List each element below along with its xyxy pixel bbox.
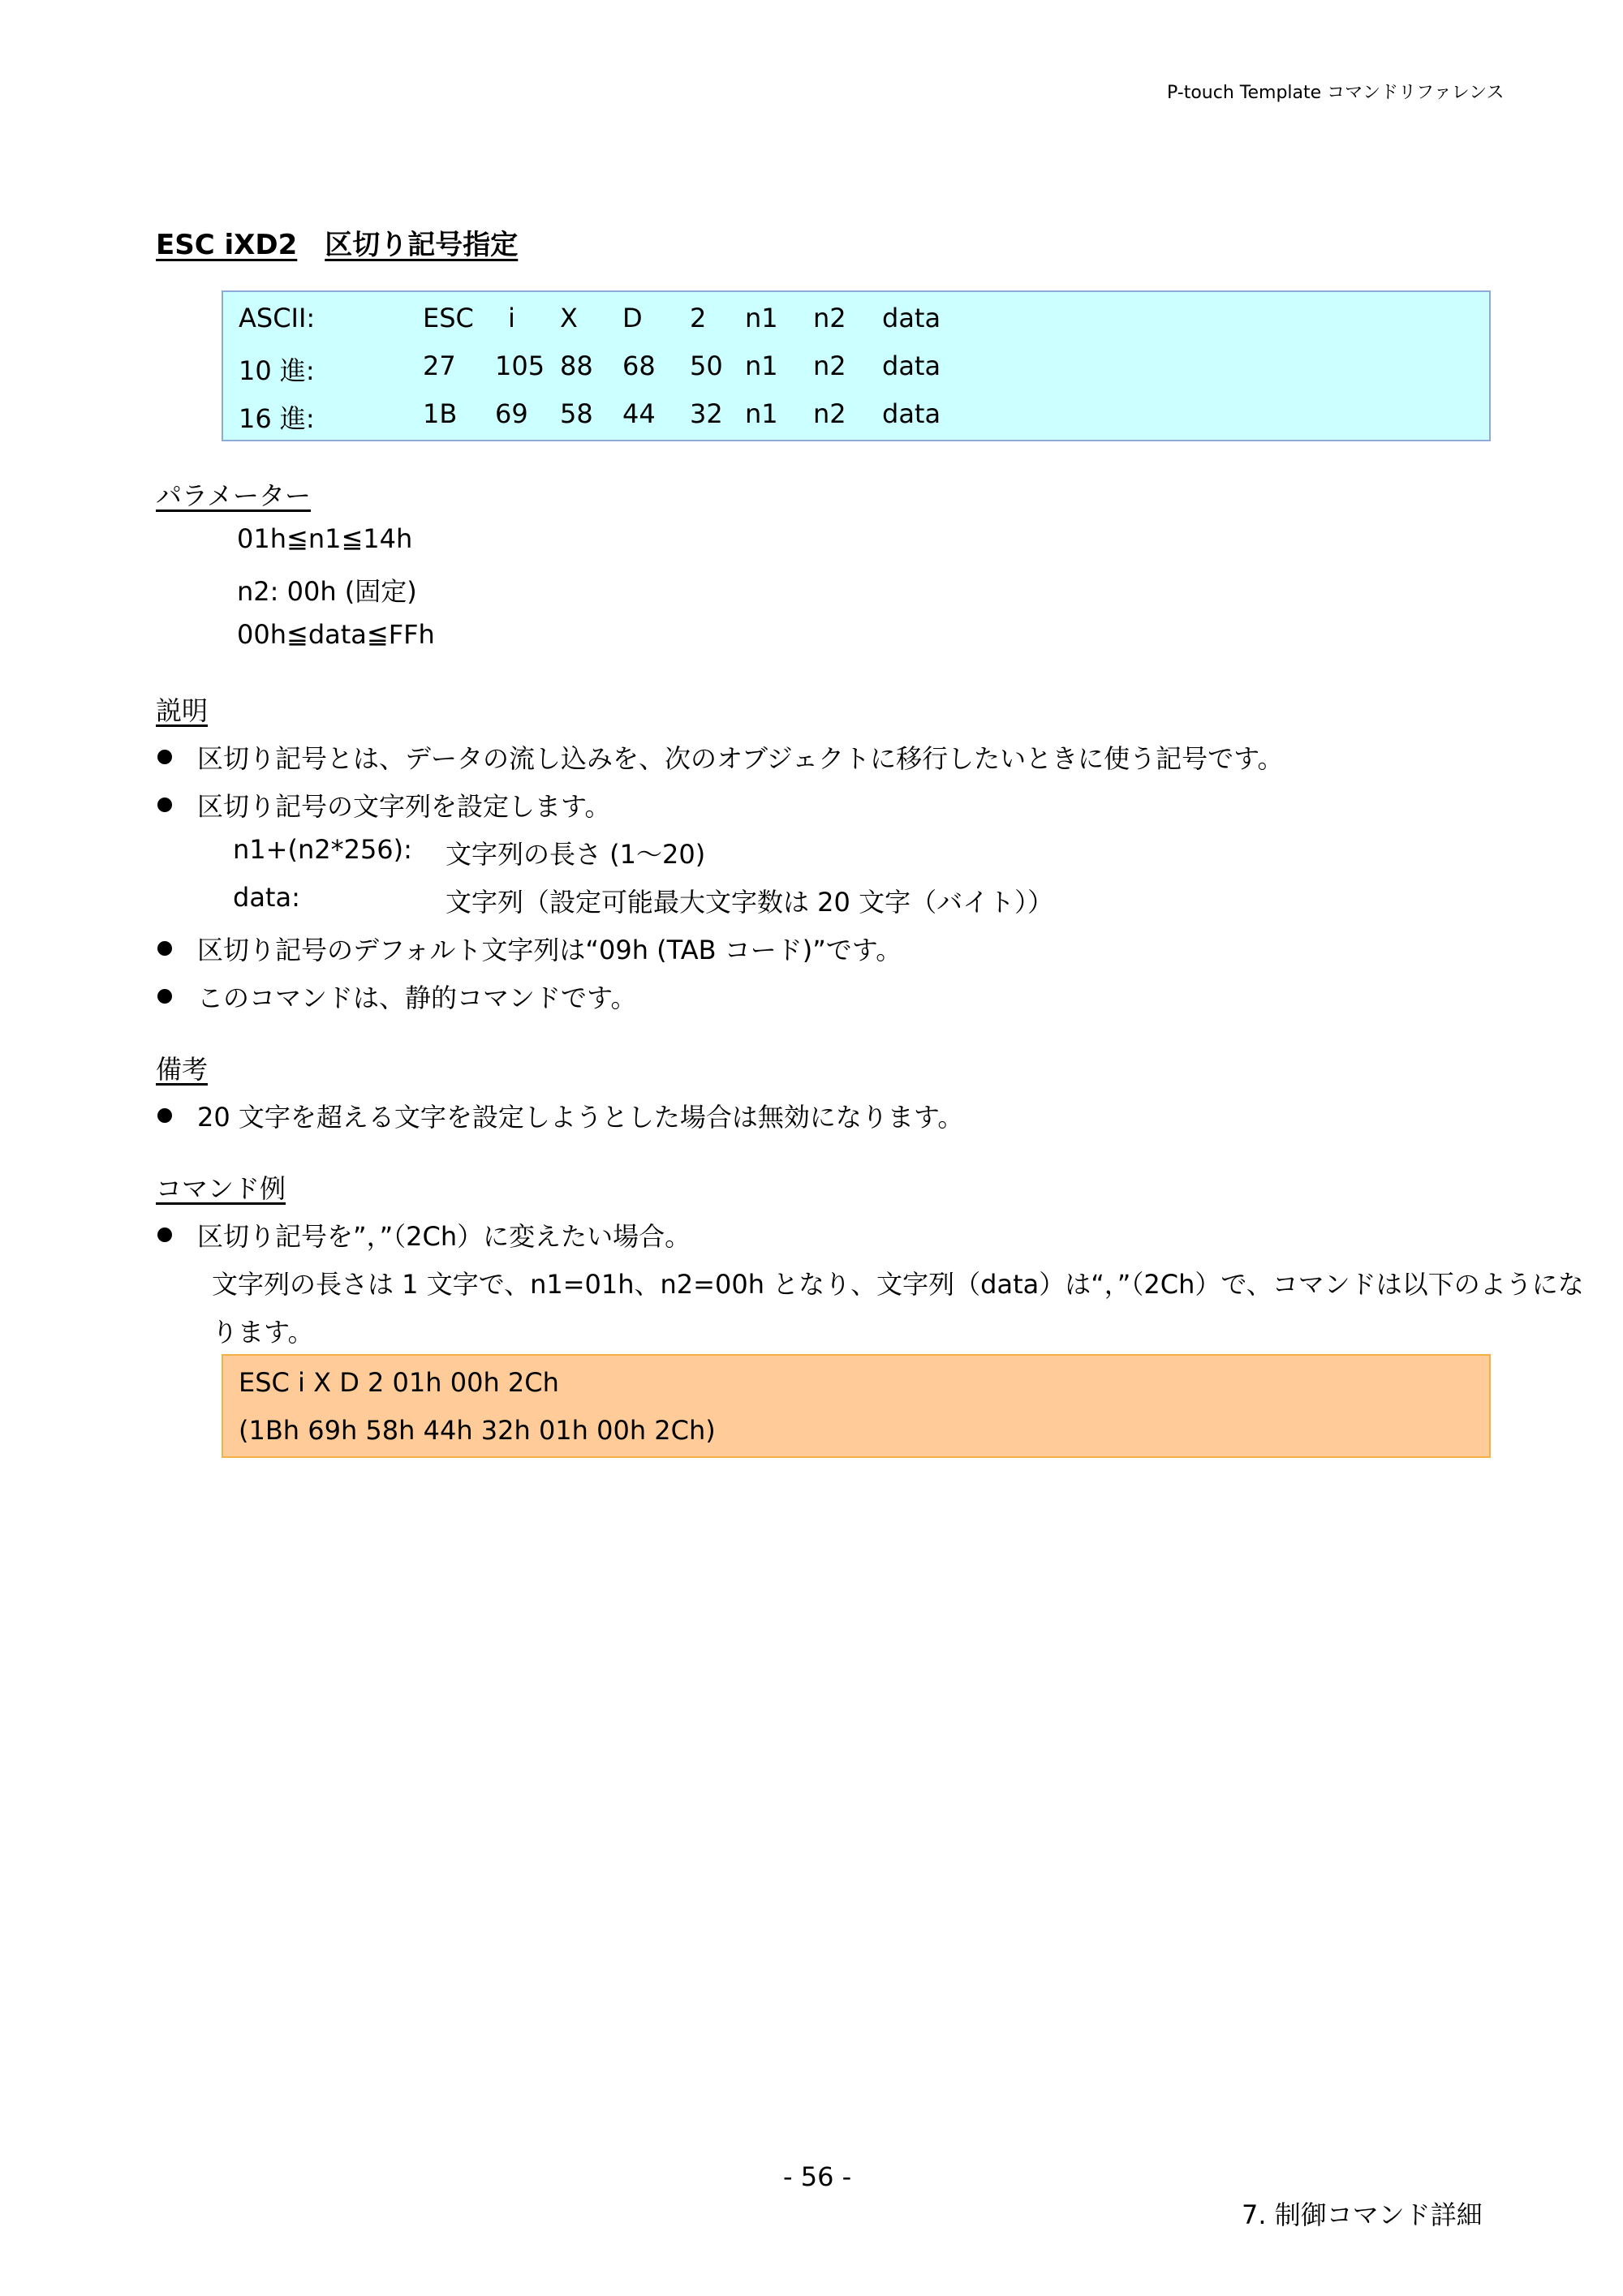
table-cell: 32 [690,398,723,429]
table-cell: n1 [745,398,778,429]
bullet-icon [157,1108,172,1123]
table-cell: 68 [622,350,656,381]
bullet-icon [157,798,172,812]
bullet-icon [157,1228,172,1242]
table-cell: i [508,303,515,333]
table-cell: D [622,303,643,333]
example-heading: コマンド例 [156,1173,286,1204]
definition-desc: 文字列の長さ (1〜20) [446,839,706,870]
definition-term: n1+(n2*256): [233,834,412,865]
definition-desc: 文字列（設定可能最大文字数は 20 文字（バイト）） [446,887,1054,918]
table-cell: ESC [423,303,474,333]
table-cell: data [882,303,941,333]
remarks-bullet: 20 文字を超える文字を設定しようとした場合は無効になります。 [197,1102,964,1133]
bullet-icon [157,989,172,1004]
table-cell: 69 [495,398,528,429]
table-cell: 105 [495,350,545,381]
bullet-icon [157,941,172,956]
description-heading: 説明 [156,695,209,726]
parameters-heading: パラメーター [156,480,312,511]
example-code-box [222,1354,1491,1458]
table-cell: 44 [622,398,656,429]
example-explanation: 文字列の長さは 1 文字で、n1=01h、n2=00h となり、文字列（data）は“，”（2Ch）で、コマンドは以下のようにな [212,1269,1584,1300]
parameter-line: 00h≦data≦FFh [237,619,435,650]
table-cell: 2 [690,303,707,333]
description-bullet: 区切り記号の文字列を設定します。 [197,791,611,822]
page-title [156,222,518,262]
command-row-hex [223,388,1489,436]
parameter-line: 01h≦n1≦14h [237,523,413,554]
table-cell: n2 [813,303,846,333]
command-row-decimal [223,340,1489,388]
table-cell: 50 [690,350,723,381]
table-cell: n2 [813,350,846,381]
description-bullet: 区切り記号とは、データの流し込みを、次のオブジェクトに移行したいときに使う記号です。 [197,743,1284,774]
example-bullet: 区切り記号を”，”（2Ch）に変えたい場合。 [197,1221,691,1252]
example-code-line: ESC i X D 2 01h 00h 2Ch [239,1367,559,1398]
description-bullet: 区切り記号のデフォルト文字列は“09h (TAB コード)”です。 [197,935,902,965]
table-cell: n1 [745,350,778,381]
row-label: 16 進: [239,403,315,434]
table-cell: 58 [560,398,593,429]
document-header: P-touch Template コマンドリファレンス [1167,83,1505,103]
command-code: ESC iXD2 [156,229,298,261]
row-label: 10 進: [239,355,315,386]
example-explanation: ります。 [212,1317,314,1348]
row-label: ASCII: [239,303,316,333]
bullet-icon [157,750,172,764]
table-cell: n2 [813,398,846,429]
definition-term: data: [233,882,300,913]
remarks-heading: 備考 [156,1054,209,1085]
table-cell: data [882,350,941,381]
description-bullet: このコマンドは、静的コマンドです。 [197,982,637,1013]
command-name: 区切り記号指定 [325,229,519,261]
command-row-ascii [223,292,1489,340]
table-cell: 88 [560,350,593,381]
page-number: - 56 - [783,2161,852,2192]
command-table [222,290,1491,441]
table-cell: data [882,398,941,429]
table-cell: 27 [423,350,456,381]
table-cell: n1 [745,303,778,333]
table-cell: 1B [423,398,458,429]
chapter-label: 7. 制御コマンド詳細 [1242,2199,1483,2230]
table-cell: X [560,303,578,333]
parameter-line: n2: 00h (固定) [237,576,417,607]
example-code-line: (1Bh 69h 58h 44h 32h 01h 00h 2Ch) [239,1415,716,1446]
